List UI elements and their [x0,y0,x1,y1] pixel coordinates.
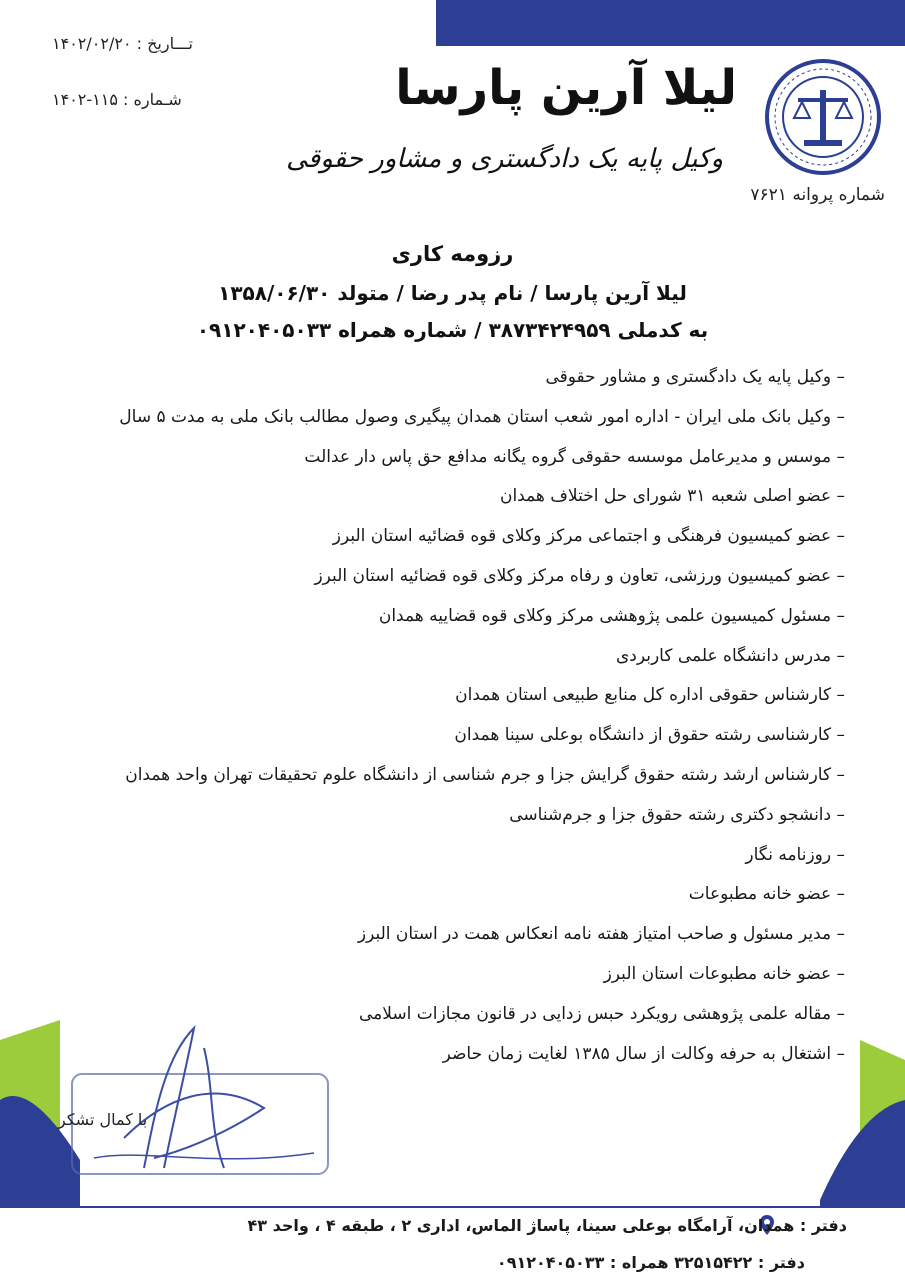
resume-list [65,358,845,1074]
header-band [436,0,905,46]
list-item: – دانشجو دکتری رشته حقوق جزا و جرم‌شناسی [509,804,845,825]
list-item: – کارشناسی رشته حقوق از دانشگاه بوعلی سینا همدان [454,725,845,746]
letter-date: تـــاریخ : ۱۴۰۲/۰۲/۲۰ [52,34,193,53]
lawyer-subtitle: وکیل پایه یک دادگستری و مشاور حقوقی [286,144,723,174]
list-item: – عضو کمیسیون ورزشی، تعاون و رفاه مرکز وکلای قوه قضائیه استان البرز [314,565,845,586]
list-item: – مدیر مسئول و صاحب امتیاز هفته نامه انعکاس همت در استان البرز [357,924,845,945]
closing-thanks: با کمال تشکر [58,1110,148,1129]
list-item: – کارشناس حقوقی اداره کل منابع طبیعی استان همدان [455,685,845,706]
resume-title: رزومه کاری [391,242,514,266]
list-item: – وکیل بانک ملی ایران - اداره امور شعب استان همدان پیگیری وصول مطالب بانک ملی به مدت ۵ سال [119,406,845,427]
lawyer-name: لیلا آرین پارسا [395,60,737,116]
list-item: – مقاله علمی پژوهشی رویکرد حبس زدایی در قانون مجازات اسلامی [359,1003,845,1024]
office-address: دفتر : همدان، آرامگاه بوعلی سینا، پاساژ الماس، اداری ۲ ، طبقه ۴ ، واحد ۴۳ [247,1216,847,1235]
list-item: – اشتغال به حرفه وکالت از سال ۱۳۸۵ لغایت زمان حاضر [442,1043,845,1064]
license-number: شماره پروانه ۷۶۲۱ [750,185,885,205]
list-item: – عضو اصلی شعبه ۳۱ شورای حل اختلاف همدان [499,486,845,507]
list-item: – عضو خانه مطبوعات [688,884,845,905]
list-item: – کارشناس ارشد رشته حقوق گرایش جزا و جرم شناسی از دانشگاه علوم تحقیقات تهران واحد همدان [125,764,845,785]
list-item: – مسئول کمیسیون علمی پژوهشی مرکز وکلای قوه قضاییه همدان [378,605,845,626]
list-item: – روزنامه نگار [745,844,845,865]
identity-line: لیلا آرین پارسا / نام پدر رضا / متولد ۱۳۵۸/۰۶/۳۰ [218,281,687,305]
list-item: – عضو خانه مطبوعات استان البرز [603,963,845,984]
bar-association-seal-icon [764,58,882,176]
signature-stamp [64,1018,344,1198]
contact-line: به کدملی ۳۸۷۳۴۲۴۹۵۹ / شماره همراه ۰۹۱۲۰۴۰۵۰۳۳ [196,318,709,342]
list-item: – موسس و مدیرعامل موسسه حقوقی گروه یگانه مدافع حق پاس دار عدالت [304,446,845,467]
list-item: – عضو کمیسیون فرهنگی و اجتماعی مرکز وکلای قوه قضائیه استان البرز [332,526,845,547]
letter-number: شـماره : ۱۱۵-۱۴۰۲ [52,90,182,109]
list-item: – مدرس دانشگاه علمی کاربردی [615,645,845,666]
list-item: – وکیل پایه یک دادگستری و مشاور حقوقی [545,367,845,387]
office-phones: دفتر : ۳۲۵۱۵۴۲۲ همراه : ۰۹۱۲۰۴۰۵۰۳۳ [496,1253,805,1272]
